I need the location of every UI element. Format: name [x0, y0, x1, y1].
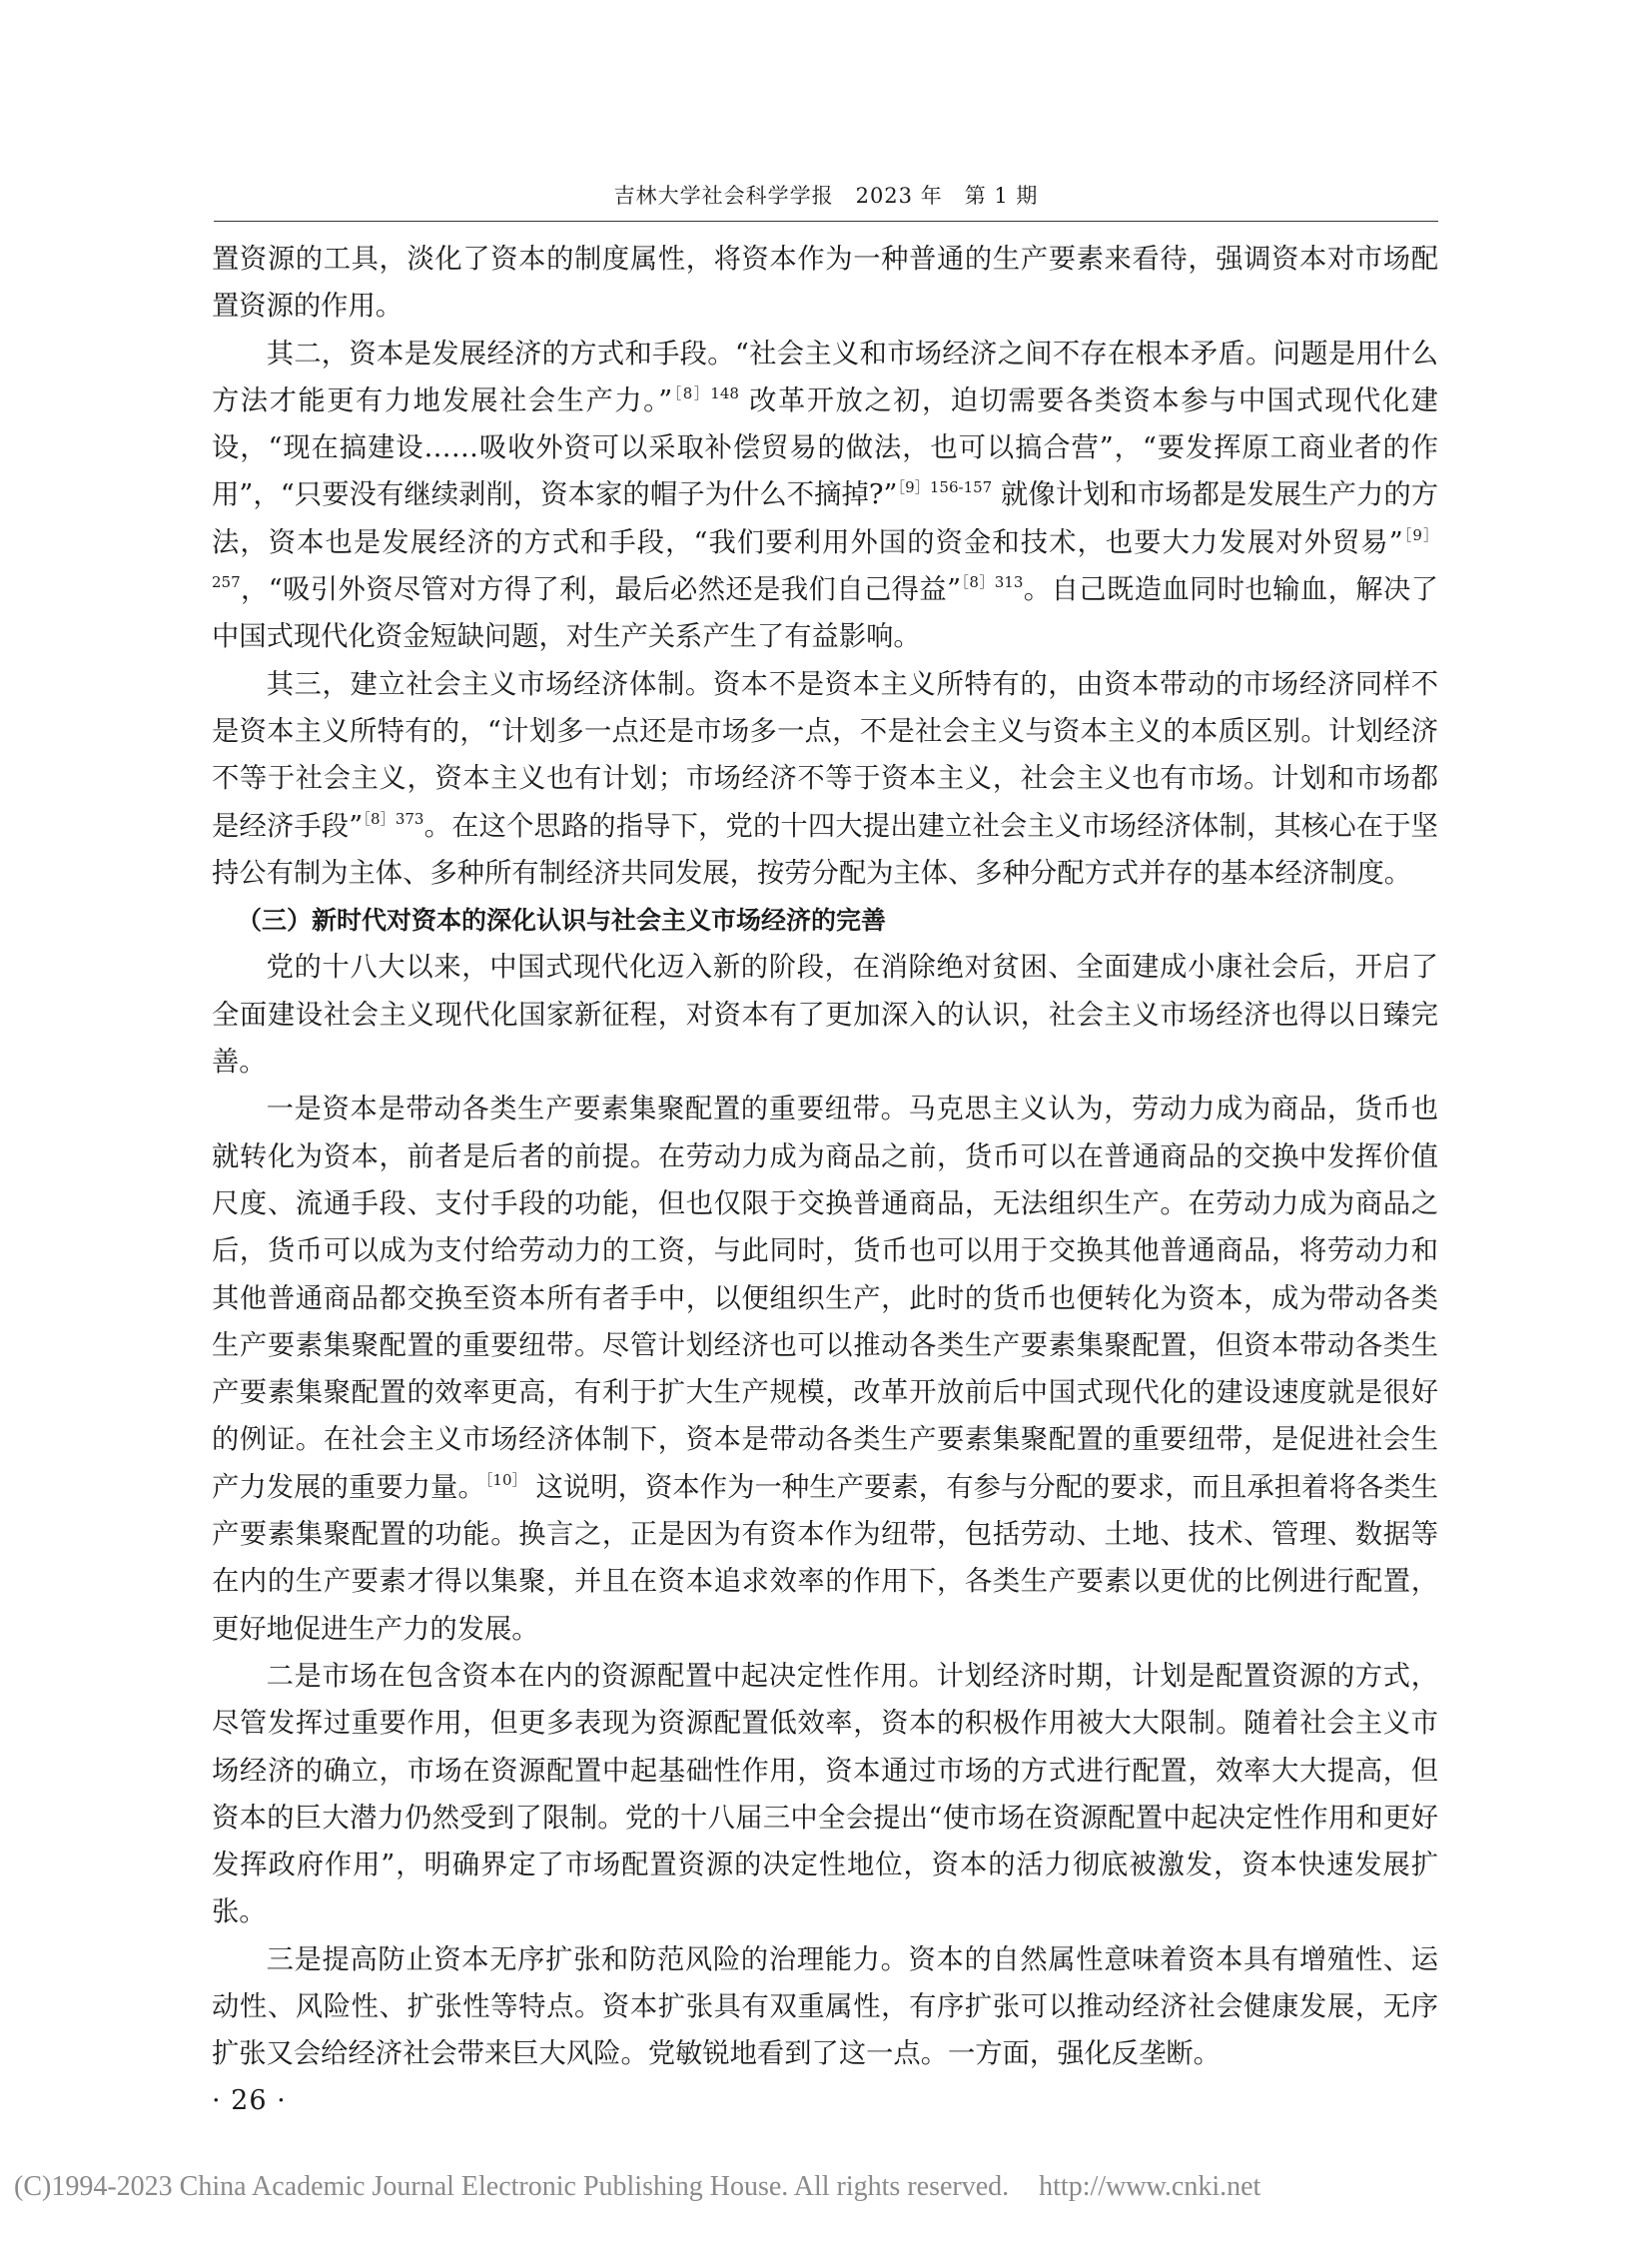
- paragraph-point-one: [212, 1086, 1438, 1653]
- paragraph-text: 。自己既造血同时也输血，解决了中国式现代化资金短缺问题，对生产关系产生了有益影响。: [212, 574, 1438, 653]
- copyright-text: (C)1994-2023 China Academic Journal Electronic Publishing House. All rights reserved.: [14, 2171, 1010, 2202]
- paragraph-text: 改革开放之初，迫切需要各类资本参与中国式现代化建设，“现在搞建设……吸收外资可以采取补偿贸易的做法，也可以搞合营”，“要发挥原工商业者的作用”，“只要没有继续剥削，资本家的帽子为什么不摘掉?”: [212, 384, 1438, 511]
- copyright-footer: [14, 2171, 1638, 2203]
- paragraph-text: ，“吸引外资尽管对方得了利，最后必然还是我们自己得益”: [240, 574, 962, 606]
- paragraph-text: 。在这个思路的指导下，党的十四大提出建立社会主义市场经济体制，其核心在于坚持公有制为主体、多种所有制经济共同发展，按劳分配为主体、多种分配方式并存的基本经济制度。: [212, 810, 1438, 889]
- header-divider: [214, 221, 1438, 222]
- citation-marker: ［9］156-157: [897, 478, 993, 497]
- paragraph-second-point: [212, 331, 1438, 661]
- article-body: [212, 236, 1438, 2078]
- citation-marker: ［8］313: [961, 573, 1024, 592]
- citation-marker: ［9］257: [212, 525, 1439, 592]
- paragraph-text: 三是提高防止资本无序扩张和防范风险的治理能力。资本的自然属性意味着资本具有增殖性、运动性、风险性、扩张性等特点。资本扩张具有双重属性，有序扩张可以推动经济社会健康发展，无序扩张又会给经济社会带来巨大风险。党敏锐地看到了这一点。一方面，强化反垄断。: [212, 1943, 1438, 2070]
- paragraph-text: 其三，建立社会主义市场经济体制。资本不是资本主义所特有的，由资本带动的市场经济同样不是资本主义所特有的，“计划多一点还是市场多一点，不是社会主义与资本主义的本质区别。计划经济不等于社会主义，资本主义也有计划；市场经济不等于资本主义，社会主义也有市场。计划和市场都是经济手段”: [212, 668, 1438, 842]
- footer-url: http://www.cnki.net: [1039, 2171, 1261, 2202]
- citation-marker: ［8］148: [672, 383, 739, 402]
- paragraph-new-era: [212, 944, 1438, 1086]
- paragraph-text: 就像计划和市场都是发展生产力的方法，资本也是发展经济的方式和手段，“我们要利用外国的资金和技术，也要大力发展对外贸易”: [212, 479, 1439, 558]
- citation-marker: ［8］373: [363, 809, 424, 828]
- running-header: 吉林大学社会科学学报 2023 年 第 1 期: [613, 184, 1039, 208]
- paragraph-continued: [212, 236, 1438, 331]
- paragraph-text: 二是市场在包含资本在内的资源配置中起决定性作用。计划经济时期，计划是配置资源的方式，尽管发挥过重要作用，但更多表现为资源配置低效率，资本的积极作用被大大限制。随着社会主义市场经济的确立，市场在资源配置中起基础性作用，资本通过市场的方式进行配置，效率大大提高，但资本的巨大潜力仍然受到了限制。党的十八届三中全会提出“使市场在资源配置中起决定性作用和更好发挥政府作用”，明确界定了市场配置资源的决定性地位，资本的活力彻底被激发，资本快速发展扩张。: [212, 1660, 1438, 1928]
- paragraph-text: 党的十八大以来，中国式现代化迈入新的阶段，在消除绝对贫困、全面建成小康社会后，开启了全面建设社会主义现代化国家新征程，对资本有了更加深入的认识，社会主义市场经济也得以日臻完善。: [212, 952, 1438, 1079]
- paragraph-point-three: [212, 1936, 1438, 2078]
- paragraph-third-point: [212, 661, 1438, 897]
- citation-marker: ［10］: [484, 1470, 527, 1489]
- paragraph-text: 其二，资本是发展经济的方式和手段。“社会主义和市场经济之间不存在根本矛盾。问题是用什么方法才能更有力地发展社会生产力。”: [212, 338, 1438, 416]
- paragraph-point-two: [212, 1653, 1438, 1936]
- paragraph-text: 置资源的工具，淡化了资本的制度属性，将资本作为一种普通的生产要素来看待，强调资本对市场配置资源的作用。: [212, 244, 1438, 323]
- section-heading: （三）新时代对资本的深化认识与社会主义市场经济的完善: [237, 906, 887, 936]
- paragraph-text: 这说明，资本作为一种生产要素，有参与分配的要求，而且承担着将各类生产要素集聚配置的功能。换言之，正是因为有资本作为纽带，包括劳动、土地、技术、管理、数据等在内的生产要素才得以集聚，并且在资本追求效率的作用下，各类生产要素以更优的比例进行配置，更好地促进生产力的发展。: [212, 1471, 1438, 1645]
- paragraph-text: 一是资本是带动各类生产要素集聚配置的重要纽带。马克思主义认为，劳动力成为商品，货币也就转化为资本，前者是后者的前提。在劳动力成为商品之前，货币可以在普通商品的交换中发挥价值尺度、流通手段、支付手段的功能，但也仅限于交换普通商品，无法组织生产。在劳动力成为商品之后，货币可以成为支付给劳动力的工资，与此同时，货币也可以用于交换其他普通商品，将劳动力和其他普通商品都交换至资本所有者手中，以便组织生产，此时的货币也便转化为资本，成为带动各类生产要素集聚配置的重要纽带。尽管计划经济也可以推动各类生产要素集聚配置，但资本带动各类生产要素集聚配置的效率更高，有利于扩大生产规模，改革开放前后中国式现代化的建设速度就是很好的例证。在社会主义市场经济体制下，资本是带动各类生产要素集聚配置的重要纽带，是促进社会生产力发展的重要力量。: [212, 1094, 1438, 1503]
- page-number: · 26 ·: [212, 2085, 287, 2116]
